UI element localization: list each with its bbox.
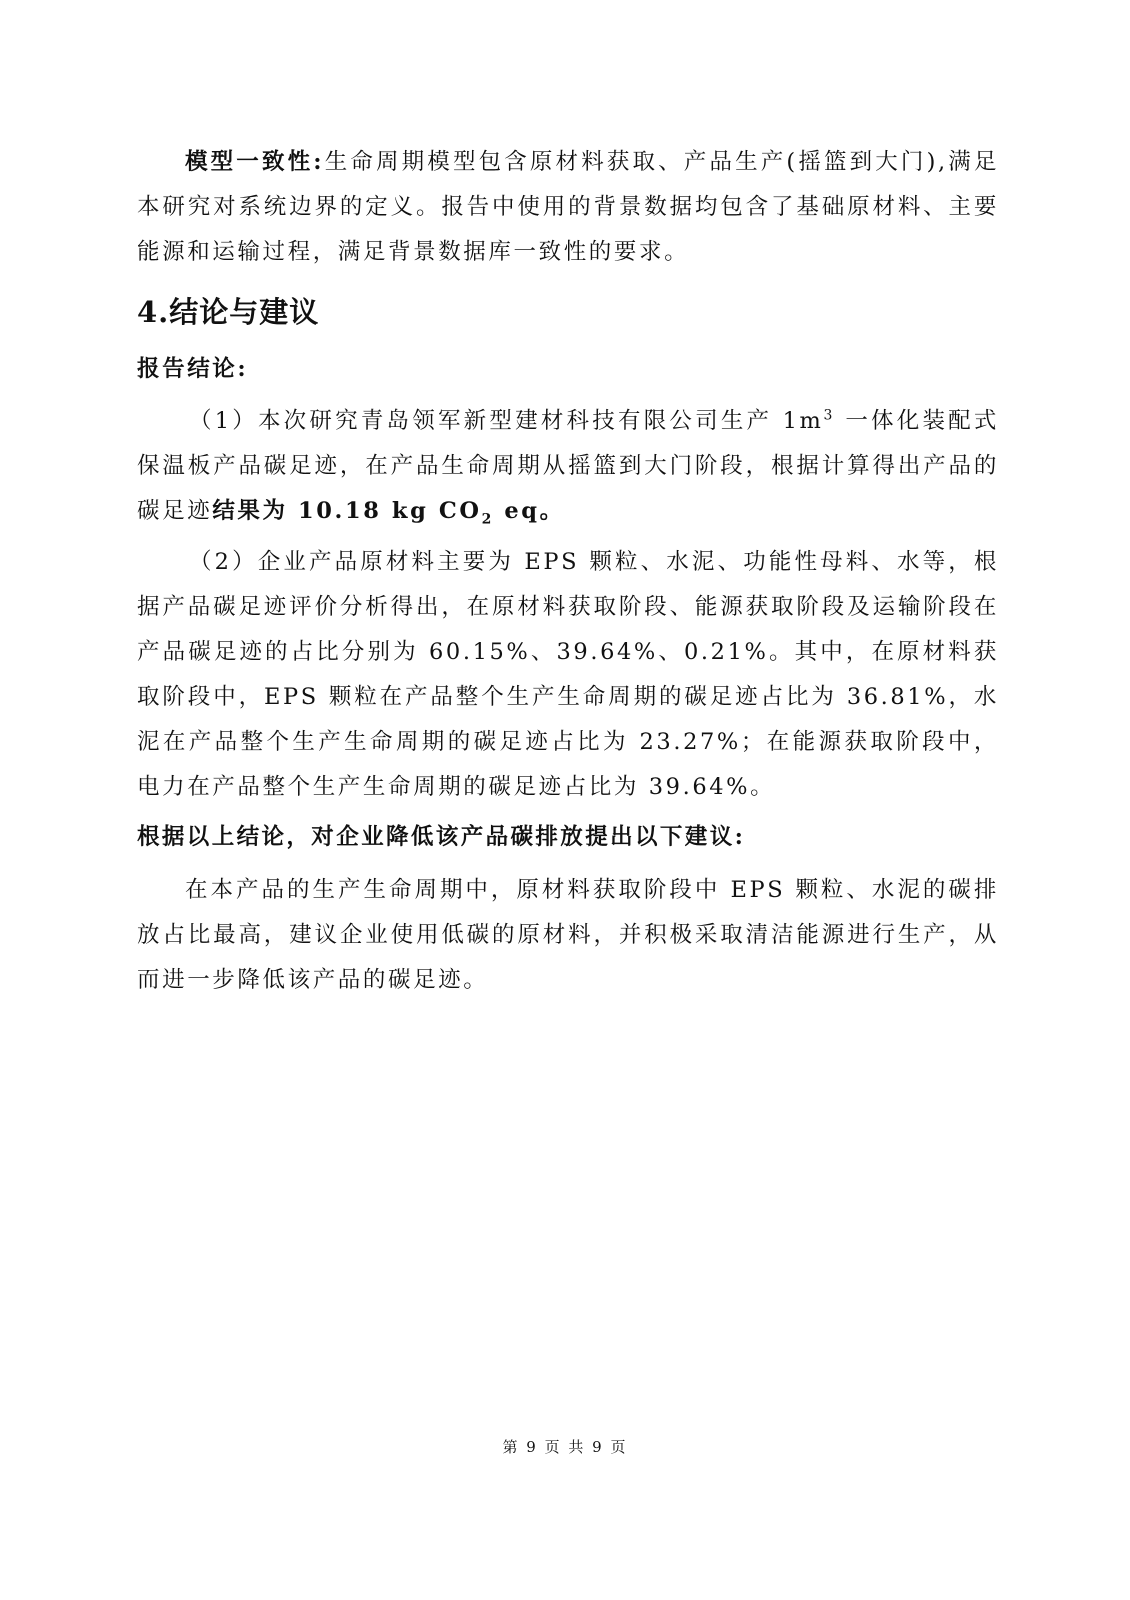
model-consistency-paragraph [137, 140, 999, 275]
conclusion-1-superscript: 3 [823, 407, 835, 424]
model-consistency-text: 生命周期模型包含原材料获取、产品生产(摇篮到大门),满足本研究对系统边界的定义。报告中使用的背景数据均包含了基础原材料、主要能源和运输过程，满足背景数据库一致性的要求。 [137, 149, 999, 265]
conclusion-1-subscript: 2 [481, 511, 494, 528]
suggestions-text: 在本产品的生产生命周期中，原材料获取阶段中 EPS 颗粒、水泥的碳排放占比最高，建议企业使用低碳的原材料，并积极采取清洁能源进行生产，从而进一步降低该产品的碳足迹。 [137, 877, 999, 993]
page-footer: 第 9 页 共 9 页 [502, 1438, 628, 1456]
conclusions-heading: 报告结论: [137, 356, 249, 382]
conclusion-item-2: （2）企业产品原材料主要为 EPS 颗粒、水泥、功能性母料、水等，根据产品碳足迹评价分析得出，在原材料获取阶段、能源获取阶段及运输阶段在产品碳足迹的占比分别为 60.15%、39.64%、0.21%。其中，在原材料获取阶段中，EPS 颗粒在产品整个生产生命周期的碳足迹占比为 36.81%，水泥在产品整个生产生命周期的碳足迹占比为 23.27%；在能源获取阶段中，电力在产品整个生产生命周期的碳足迹占比为 39.64%。 [137, 549, 999, 800]
conclusion-1-result-b: eq。 [493, 498, 565, 524]
section-title: 4.结论与建议 [137, 295, 320, 329]
conclusion-1-result-a: 结果为 10.18 kg CO [212, 498, 482, 524]
conclusion-1-text-b: 一体化装配式保温板产品碳足迹，在产品生命周期从摇篮到大门阶段，根据计算得出产品的碳足迹 [137, 408, 999, 524]
model-consistency-label: 模型一致性: [185, 149, 325, 175]
document-page [137, 140, 999, 1003]
conclusion-1-text-a: （1）本次研究青岛领军新型建材科技有限公司生产 1m [189, 408, 824, 434]
suggestions-heading: 根据以上结论，对企业降低该产品碳排放提出以下建议: [137, 824, 746, 850]
conclusion-item-1 [137, 399, 999, 534]
